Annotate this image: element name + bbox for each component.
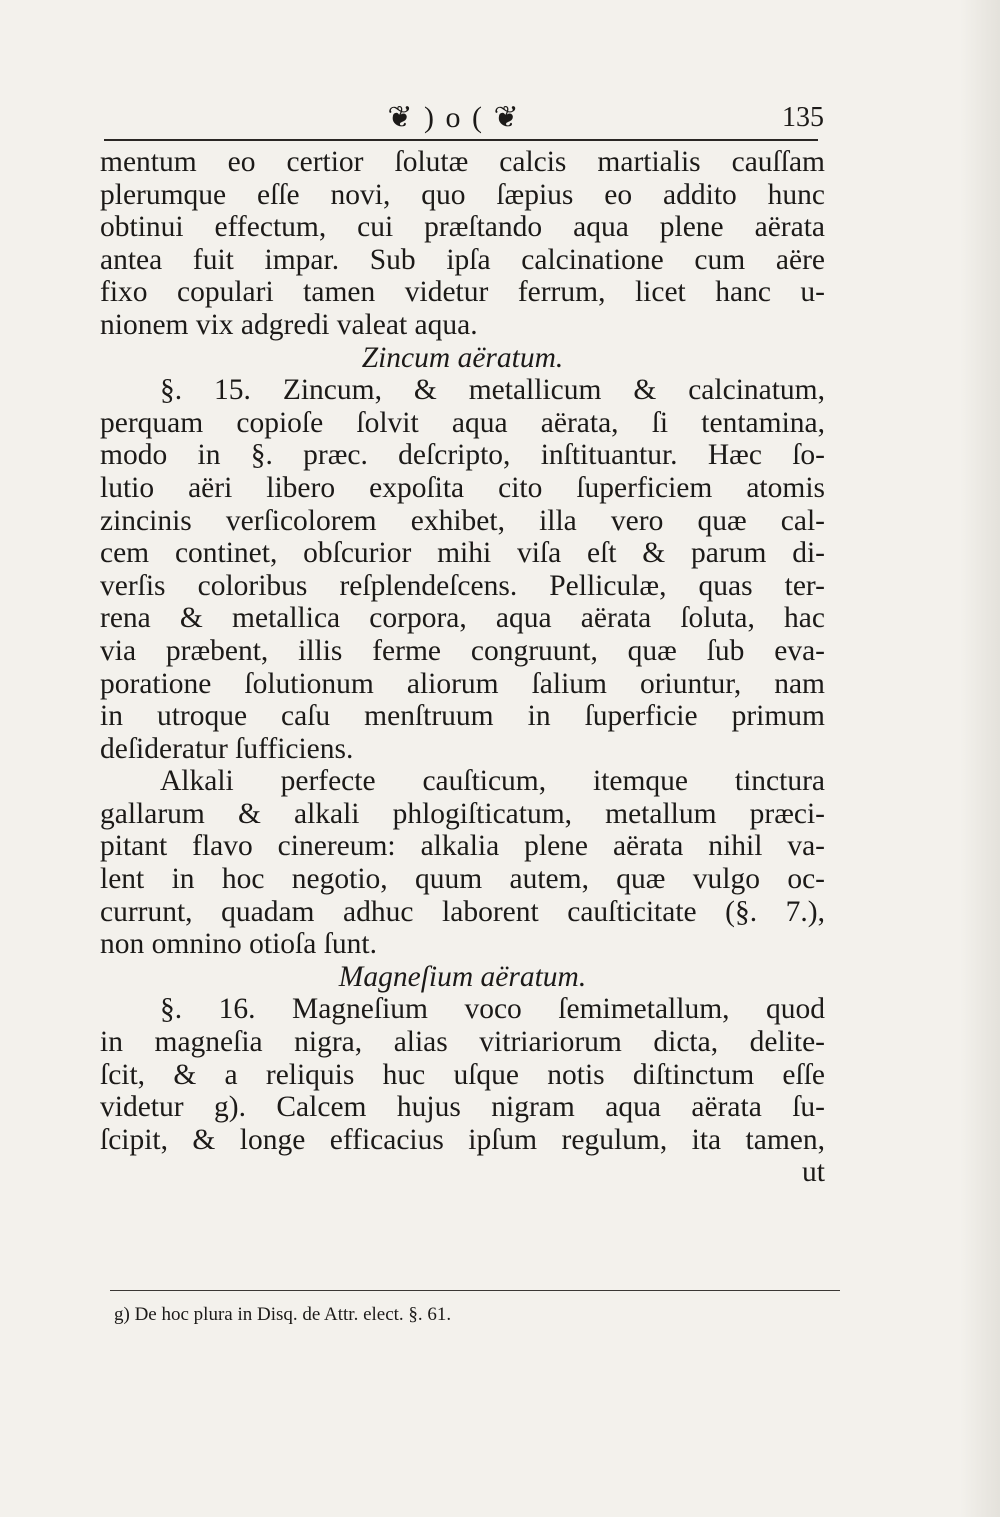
text-line: gallarum & alkali phlogiſticatum, metallum præci- bbox=[100, 797, 825, 830]
text-line: poratione ſolutionum aliorum ſalium oriuntur, nam bbox=[100, 667, 825, 700]
text-line: obtinui effectum, cui præſtando aqua plene aërata bbox=[100, 211, 825, 244]
page-edge-shadow bbox=[960, 0, 1000, 1517]
section-heading: Zincum aëratum. bbox=[361, 341, 564, 374]
text-line: rena & metallica corpora, aqua aërata ſoluta, hac bbox=[100, 602, 825, 635]
text-line: verſis coloribus reſplendeſcens. Pelliculæ, quas ter- bbox=[100, 569, 825, 602]
text-line: deſideratur ſufficiens. bbox=[100, 732, 354, 765]
text-line: cem continet, obſcurior mihi viſa eſt & parum di- bbox=[100, 537, 825, 570]
text-line: modo in §. præc. deſcripto, inſtituantur. Hæc ſo- bbox=[100, 439, 825, 472]
text-line: Alkali perfecte cauſticum, itemque tinctura bbox=[160, 765, 825, 798]
running-header bbox=[104, 96, 824, 142]
text-line: lent in hoc negotio, quum autem, quæ vulgo oc- bbox=[100, 863, 825, 896]
text-line: zincinis verſicolorem exhibet, illa vero quæ cal- bbox=[100, 504, 825, 537]
text-line: mentum eo certior ſolutæ calcis martialis cauſſam bbox=[100, 146, 825, 178]
body-text bbox=[100, 146, 825, 1189]
text-line: ſcit, & a reliquis huc uſque notis diſtinctum eſſe bbox=[100, 1058, 825, 1091]
text-line: §. 16. Magneſium voco ſemimetallum, quod bbox=[160, 993, 825, 1026]
footnote-rule bbox=[110, 1290, 840, 1291]
text-line: perquam copioſe ſolvit aqua aërata, ſi tentamina, bbox=[100, 406, 825, 439]
text-line: videtur g). Calcem hujus nigram aqua aërata ſu- bbox=[100, 1091, 825, 1124]
page-number: 135 bbox=[782, 102, 824, 133]
footnote: g) De hoc plura in Disq. de Attr. elect. §. 61. bbox=[114, 1304, 452, 1325]
text-line: via præbent, illis ferme congruunt, quæ ſub eva- bbox=[100, 634, 825, 667]
text-line: pitant flavo cinereum: alkalia plene aërata nihil va- bbox=[100, 830, 825, 863]
text-line: in magneſia nigra, alias vitriariorum dicta, delite- bbox=[100, 1026, 825, 1059]
text-line: plerumque eſſe novi, quo ſæpius eo addito hunc bbox=[100, 178, 825, 211]
text-line: fixo copulari tamen videtur ferrum, licet hanc u- bbox=[100, 276, 825, 309]
text-line: ut bbox=[802, 1156, 825, 1189]
text-line: ſcipit, & longe efficacius ipſum regulum, ita tamen, bbox=[100, 1123, 825, 1156]
header-rule bbox=[104, 139, 818, 141]
text-line: antea fuit impar. Sub ipſa calcinatione cum aëre bbox=[100, 243, 825, 276]
text-line: currunt, quadam adhuc laborent cauſticitate (§. 7.), bbox=[100, 895, 825, 928]
text-line: nionem vix adgredi valeat aqua. bbox=[100, 308, 478, 341]
header-ornament: ❦ ) o ( ❦ bbox=[387, 101, 521, 134]
text-line: non omnino otioſa ſunt. bbox=[100, 928, 377, 961]
text-line: in utroque caſu menſtruum in ſuperficie primum bbox=[100, 700, 825, 733]
section-heading: Magneſium aëratum. bbox=[338, 960, 587, 993]
text-line: §. 15. Zincum, & metallicum & calcinatum, bbox=[160, 374, 825, 407]
text-line: lutio aëri libero expoſita cito ſuperficiem atomis bbox=[100, 471, 825, 504]
